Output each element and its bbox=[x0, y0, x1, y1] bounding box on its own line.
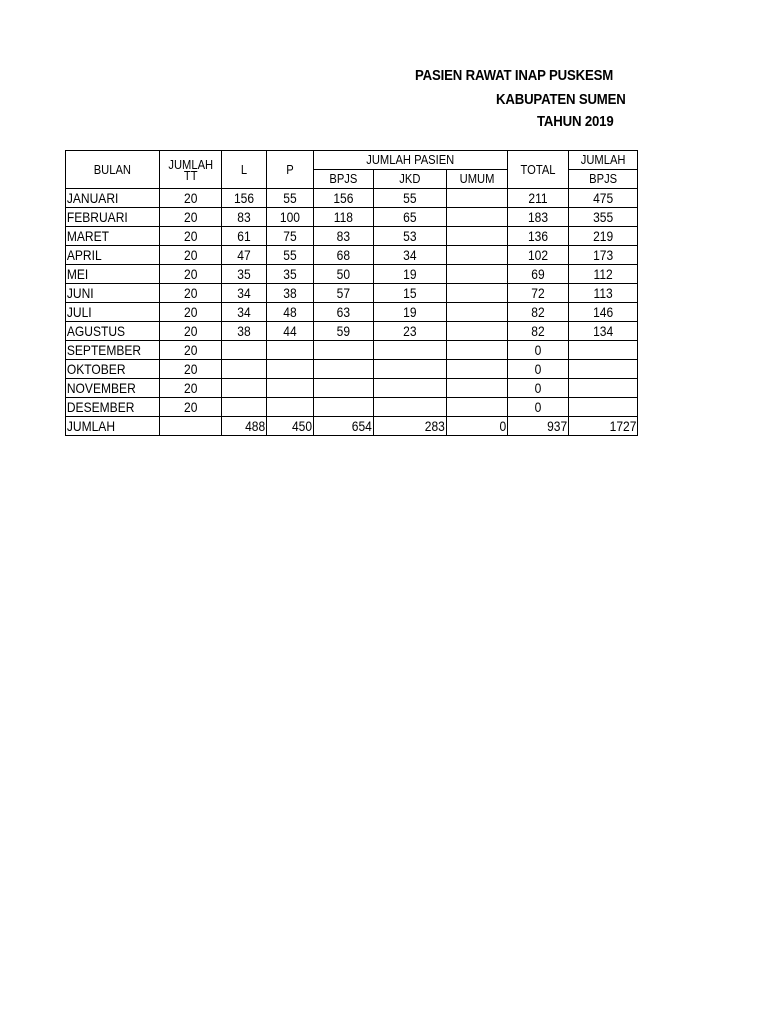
cell-bpjs-hari: 355 bbox=[568, 208, 637, 227]
table-row bbox=[66, 265, 638, 284]
cell-l: 61 bbox=[222, 227, 267, 246]
header-total: TOTAL bbox=[507, 151, 568, 189]
table-row bbox=[66, 208, 638, 227]
header-row-1 bbox=[66, 151, 638, 170]
cell-bpjs-hari: 219 bbox=[568, 227, 637, 246]
cell-bpjs: 59 bbox=[314, 322, 374, 341]
cell-p bbox=[267, 379, 314, 398]
cell-bulan: NOVEMBER bbox=[66, 379, 160, 398]
cell-bpjs-hari bbox=[568, 360, 637, 379]
total-bpjs: 654 bbox=[314, 417, 374, 436]
header-l: L bbox=[222, 151, 267, 189]
cell-jkd bbox=[373, 360, 446, 379]
cell-bulan: JULI bbox=[66, 303, 160, 322]
cell-jumlah-tt: 20 bbox=[159, 227, 222, 246]
cell-total: 72 bbox=[507, 284, 568, 303]
header-bpjs-hari: BPJS bbox=[568, 170, 637, 189]
report-title: PASIEN RAWAT INAP PUSKESM bbox=[415, 67, 614, 84]
cell-jumlah-tt: 20 bbox=[159, 189, 222, 208]
cell-bpjs-hari bbox=[568, 379, 637, 398]
total-jumlah-tt bbox=[159, 417, 222, 436]
cell-total: 82 bbox=[507, 322, 568, 341]
cell-bulan: MARET bbox=[66, 227, 160, 246]
cell-bpjs-hari bbox=[568, 398, 637, 417]
cell-l: 35 bbox=[222, 265, 267, 284]
cell-jumlah-tt: 20 bbox=[159, 208, 222, 227]
cell-jkd: 65 bbox=[373, 208, 446, 227]
cell-bpjs: 63 bbox=[314, 303, 374, 322]
cell-bpjs-hari bbox=[568, 341, 637, 360]
cell-umum bbox=[446, 322, 507, 341]
cell-total: 0 bbox=[507, 360, 568, 379]
cell-bpjs: 83 bbox=[314, 227, 374, 246]
cell-bpjs-hari: 113 bbox=[568, 284, 637, 303]
table-row bbox=[66, 303, 638, 322]
cell-jkd bbox=[373, 398, 446, 417]
table-row bbox=[66, 322, 638, 341]
cell-jkd bbox=[373, 379, 446, 398]
total-label: JUMLAH bbox=[66, 417, 160, 436]
cell-p: 55 bbox=[267, 189, 314, 208]
table-row bbox=[66, 341, 638, 360]
cell-umum bbox=[446, 227, 507, 246]
cell-l bbox=[222, 398, 267, 417]
cell-umum bbox=[446, 303, 507, 322]
cell-total: 69 bbox=[507, 265, 568, 284]
cell-bpjs-hari: 475 bbox=[568, 189, 637, 208]
cell-jumlah-tt: 20 bbox=[159, 360, 222, 379]
cell-bulan: JANUARI bbox=[66, 189, 160, 208]
header-p: P bbox=[267, 151, 314, 189]
cell-bulan: OKTOBER bbox=[66, 360, 160, 379]
cell-bpjs bbox=[314, 360, 374, 379]
totals-row bbox=[66, 417, 638, 436]
header-jkd: JKD bbox=[373, 170, 446, 189]
cell-bpjs: 68 bbox=[314, 246, 374, 265]
cell-jkd: 15 bbox=[373, 284, 446, 303]
cell-p: 75 bbox=[267, 227, 314, 246]
cell-jumlah-tt: 20 bbox=[159, 284, 222, 303]
cell-jkd: 34 bbox=[373, 246, 446, 265]
cell-bpjs: 118 bbox=[314, 208, 374, 227]
table-row bbox=[66, 227, 638, 246]
table-row bbox=[66, 398, 638, 417]
cell-bulan: APRIL bbox=[66, 246, 160, 265]
cell-jumlah-tt: 20 bbox=[159, 246, 222, 265]
cell-jkd: 23 bbox=[373, 322, 446, 341]
cell-umum bbox=[446, 208, 507, 227]
cell-jkd: 19 bbox=[373, 303, 446, 322]
cell-p bbox=[267, 341, 314, 360]
cell-bpjs-hari: 173 bbox=[568, 246, 637, 265]
cell-bulan: AGUSTUS bbox=[66, 322, 160, 341]
cell-bpjs-hari: 146 bbox=[568, 303, 637, 322]
cell-l: 83 bbox=[222, 208, 267, 227]
cell-total: 0 bbox=[507, 379, 568, 398]
cell-bpjs: 50 bbox=[314, 265, 374, 284]
cell-total: 0 bbox=[507, 398, 568, 417]
cell-total: 211 bbox=[507, 189, 568, 208]
cell-bulan: SEPTEMBER bbox=[66, 341, 160, 360]
cell-bulan: DESEMBER bbox=[66, 398, 160, 417]
cell-l bbox=[222, 341, 267, 360]
report-subtitle-year: TAHUN 2019 bbox=[537, 113, 614, 130]
total-total: 937 bbox=[507, 417, 568, 436]
cell-p: 38 bbox=[267, 284, 314, 303]
total-jkd: 283 bbox=[373, 417, 446, 436]
table-row bbox=[66, 246, 638, 265]
header-bulan: BULAN bbox=[66, 151, 160, 189]
cell-jkd: 55 bbox=[373, 189, 446, 208]
cell-l: 34 bbox=[222, 303, 267, 322]
table-row bbox=[66, 284, 638, 303]
cell-total: 102 bbox=[507, 246, 568, 265]
table-row bbox=[66, 379, 638, 398]
header-jumlah-hari: JUMLAH bbox=[568, 151, 637, 170]
cell-bulan: FEBRUARI bbox=[66, 208, 160, 227]
cell-l: 156 bbox=[222, 189, 267, 208]
cell-total: 0 bbox=[507, 341, 568, 360]
cell-umum bbox=[446, 360, 507, 379]
cell-bpjs bbox=[314, 341, 374, 360]
cell-bpjs: 57 bbox=[314, 284, 374, 303]
cell-bulan: MEI bbox=[66, 265, 160, 284]
total-umum: 0 bbox=[446, 417, 507, 436]
cell-p bbox=[267, 360, 314, 379]
cell-total: 82 bbox=[507, 303, 568, 322]
cell-l bbox=[222, 360, 267, 379]
cell-l: 38 bbox=[222, 322, 267, 341]
cell-jumlah-tt: 20 bbox=[159, 398, 222, 417]
header-bpjs: BPJS bbox=[314, 170, 374, 189]
inpatient-table bbox=[65, 150, 638, 436]
cell-jumlah-tt: 20 bbox=[159, 379, 222, 398]
cell-p: 35 bbox=[267, 265, 314, 284]
cell-p bbox=[267, 398, 314, 417]
table-row bbox=[66, 189, 638, 208]
cell-p: 55 bbox=[267, 246, 314, 265]
total-bpjs-hari: 1727 bbox=[568, 417, 637, 436]
cell-total: 136 bbox=[507, 227, 568, 246]
cell-p: 44 bbox=[267, 322, 314, 341]
cell-bpjs bbox=[314, 398, 374, 417]
cell-jkd: 19 bbox=[373, 265, 446, 284]
cell-l bbox=[222, 379, 267, 398]
cell-jumlah-tt: 20 bbox=[159, 322, 222, 341]
cell-bpjs-hari: 134 bbox=[568, 322, 637, 341]
cell-umum bbox=[446, 379, 507, 398]
cell-jumlah-tt: 20 bbox=[159, 303, 222, 322]
cell-jkd: 53 bbox=[373, 227, 446, 246]
cell-umum bbox=[446, 246, 507, 265]
cell-total: 183 bbox=[507, 208, 568, 227]
cell-umum bbox=[446, 284, 507, 303]
header-jumlah-tt: JUMLAH TT bbox=[159, 151, 222, 189]
header-umum: UMUM bbox=[446, 170, 507, 189]
cell-bpjs bbox=[314, 379, 374, 398]
cell-l: 47 bbox=[222, 246, 267, 265]
cell-l: 34 bbox=[222, 284, 267, 303]
cell-jkd bbox=[373, 341, 446, 360]
cell-p: 48 bbox=[267, 303, 314, 322]
cell-jumlah-tt: 20 bbox=[159, 341, 222, 360]
cell-umum bbox=[446, 341, 507, 360]
cell-bpjs: 156 bbox=[314, 189, 374, 208]
cell-p: 100 bbox=[267, 208, 314, 227]
header-jumlah-pasien: JUMLAH PASIEN bbox=[314, 151, 508, 170]
cell-jumlah-tt: 20 bbox=[159, 265, 222, 284]
cell-umum bbox=[446, 189, 507, 208]
cell-umum bbox=[446, 265, 507, 284]
cell-bulan: JUNI bbox=[66, 284, 160, 303]
table-row bbox=[66, 360, 638, 379]
report-subtitle-regency: KABUPATEN SUMEN bbox=[496, 91, 626, 108]
cell-bpjs-hari: 112 bbox=[568, 265, 637, 284]
cell-umum bbox=[446, 398, 507, 417]
total-l: 488 bbox=[222, 417, 267, 436]
total-p: 450 bbox=[267, 417, 314, 436]
